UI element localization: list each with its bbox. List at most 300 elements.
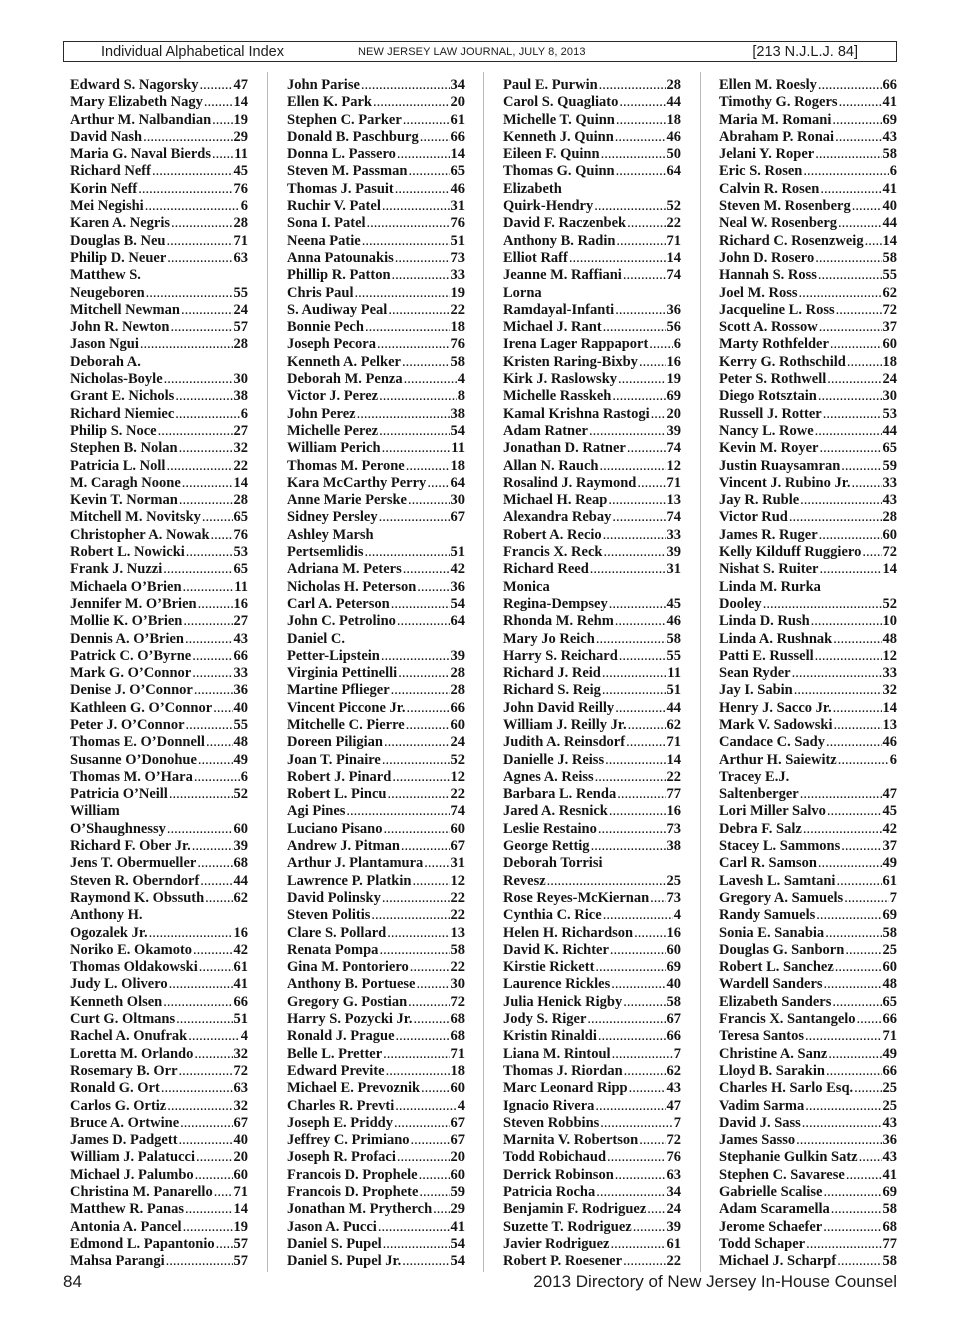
entry-page-number: 40 <box>666 976 681 993</box>
entry-name: Richard S. Reig <box>503 682 601 699</box>
entry-page-number: 55 <box>882 267 897 284</box>
index-entry <box>287 613 465 630</box>
index-entry <box>70 976 248 993</box>
dot-leader <box>166 233 232 250</box>
entry-name: Loretta M. Orlando <box>70 1045 194 1062</box>
index-entry <box>719 890 897 907</box>
index-entry <box>719 1132 897 1149</box>
entry-page-number: 46 <box>450 180 465 197</box>
dot-leader <box>410 959 450 976</box>
entry-page-number: 76 <box>666 1149 681 1166</box>
dot-leader <box>639 1132 665 1149</box>
entry-name: Anthony B. Radin <box>503 232 616 249</box>
running-header <box>63 41 897 62</box>
dot-leader <box>383 1046 449 1063</box>
entry-page-number: 55 <box>233 716 248 733</box>
index-entry <box>503 803 681 820</box>
entry-page-number: 58 <box>882 1253 897 1270</box>
dot-leader <box>612 509 665 526</box>
entry-page-number: 54 <box>450 1235 465 1252</box>
index-entry <box>719 371 897 388</box>
dot-leader <box>608 492 665 509</box>
entry-page-number: 74 <box>450 803 465 820</box>
dot-leader <box>602 665 666 682</box>
dot-leader <box>610 942 666 959</box>
entry-name: Carl R. Samson <box>719 855 817 872</box>
index-entry-name-part <box>503 855 681 872</box>
index-entry <box>70 1219 248 1236</box>
entry-page-number: 34 <box>450 77 465 93</box>
entry-page-number: 45 <box>233 163 248 180</box>
index-entry <box>287 1028 465 1045</box>
index-entry <box>70 250 248 267</box>
entry-page-number: 49 <box>233 751 248 768</box>
entry-page-number: 46 <box>666 613 681 630</box>
entry-name: Lorna <box>503 284 542 301</box>
entry-name: Laurence Rickles <box>503 976 611 993</box>
dot-leader <box>383 1236 450 1253</box>
entry-name: Thomas M. O’Hara <box>70 768 193 785</box>
dot-leader <box>392 267 450 284</box>
dot-leader <box>633 1219 666 1236</box>
dot-leader <box>841 838 881 855</box>
index-entry <box>719 527 897 544</box>
dot-leader <box>609 596 666 613</box>
index-entry <box>70 336 248 353</box>
dot-leader <box>623 1253 665 1270</box>
entry-page-number: 57 <box>233 319 248 336</box>
index-entry <box>719 994 897 1011</box>
dot-leader <box>857 1011 882 1028</box>
index-entry <box>503 1046 681 1063</box>
entry-name: Elizabeth Sanders <box>719 993 832 1010</box>
entry-page-number: 30 <box>450 976 465 993</box>
entry-name: Douglas G. Sanborn <box>719 941 845 958</box>
entry-page-number: 67 <box>450 838 465 855</box>
dot-leader <box>846 1167 882 1184</box>
entry-page-number: 59 <box>882 457 897 474</box>
index-entry <box>287 1132 465 1149</box>
entry-name: Nicholas-Boyle <box>70 371 163 388</box>
entry-page-number: 43 <box>882 492 897 509</box>
index-entry <box>503 769 681 786</box>
entry-name: Grant E. Nichols <box>70 388 175 405</box>
entry-page-number: 14 <box>233 1201 248 1218</box>
dot-leader <box>371 907 449 924</box>
index-entry <box>70 181 248 198</box>
entry-page-number: 38 <box>450 405 465 422</box>
dot-leader <box>161 1080 233 1097</box>
index-entry <box>503 925 681 942</box>
entry-page-number: 16 <box>233 924 248 941</box>
entry-page-number: 12 <box>450 872 465 889</box>
dot-leader <box>627 440 666 457</box>
index-entry <box>70 665 248 682</box>
index-entry <box>719 1184 897 1201</box>
entry-page-number: 24 <box>450 734 465 751</box>
entry-page-number: 13 <box>666 492 681 509</box>
entry-page-number: 39 <box>666 422 681 439</box>
entry-name: Henry J. Sacco Jr. <box>719 699 832 716</box>
entry-page-number: 67 <box>450 509 465 526</box>
entry-name: Kenneth Olsen <box>70 993 163 1010</box>
entry-page-number: 13 <box>450 924 465 941</box>
entry-name: Nicholas H. Peterson <box>287 578 417 595</box>
entry-name: George Rettig <box>503 838 590 855</box>
entry-page-number: 66 <box>882 77 897 93</box>
entry-name: Francis X. Santangelo <box>719 1011 856 1028</box>
entry-page-number: 33 <box>882 474 897 491</box>
entry-page-number: 58 <box>882 146 897 163</box>
index-entry <box>70 1149 248 1166</box>
index-entry <box>287 285 465 302</box>
entry-name: Patrick C. O’Byrne <box>70 647 192 664</box>
entry-page-number: 43 <box>882 128 897 145</box>
index-entry <box>719 388 897 405</box>
entry-name: Sona I. Patel <box>287 215 366 232</box>
entry-name: Petter-Lipstein <box>287 647 380 664</box>
entry-page-number: 6 <box>673 336 681 353</box>
dot-leader <box>854 1080 881 1097</box>
index-entry <box>287 942 465 959</box>
entry-name: Jason A. Pucci <box>287 1218 377 1235</box>
dot-leader <box>591 838 666 855</box>
entry-page-number: 19 <box>666 371 681 388</box>
dot-leader <box>198 596 233 613</box>
entry-page-number: 54 <box>450 1253 465 1270</box>
entry-page-number: 22 <box>450 786 465 803</box>
entry-page-number: 11 <box>667 665 681 682</box>
entry-page-number: 22 <box>666 768 681 785</box>
entry-name: Donald B. Paschburg <box>287 128 419 145</box>
entry-page-number: 18 <box>450 1062 465 1079</box>
dot-leader <box>183 579 234 596</box>
entry-name: Thomas M. Perone <box>287 457 405 474</box>
entry-name: Agnes A. Reiss <box>503 768 594 785</box>
index-entry <box>503 509 681 526</box>
entry-page-number: 33 <box>450 267 465 284</box>
index-entry <box>287 198 465 215</box>
entry-page-number: 71 <box>233 232 248 249</box>
index-entry <box>287 336 465 353</box>
dot-leader <box>818 267 882 284</box>
dot-leader <box>406 717 450 734</box>
entry-page-number: 58 <box>882 1201 897 1218</box>
entry-name: Todd Robichaud <box>503 1149 607 1166</box>
dot-leader <box>169 786 233 803</box>
entry-name: Judy L. Olivero <box>70 976 168 993</box>
index-entry <box>503 976 681 993</box>
page-number: 84 <box>63 1272 82 1291</box>
entry-page-number: 66 <box>882 1062 897 1079</box>
entry-page-number: 34 <box>666 1184 681 1200</box>
dot-leader <box>388 302 449 319</box>
dot-leader <box>623 994 665 1011</box>
entry-page-number: 46 <box>666 128 681 145</box>
entry-page-number: 60 <box>666 941 681 958</box>
index-entry-name-part <box>70 267 248 284</box>
index-entry-name-part <box>70 803 248 820</box>
entry-name: Lloyd B. Sarakin <box>719 1062 825 1079</box>
entry-page-number: 32 <box>233 1045 248 1062</box>
entry-name: Mollie K. O’Brien <box>70 613 183 630</box>
index-entry <box>503 613 681 630</box>
entry-name: Harry S. Reichard <box>503 647 618 664</box>
entry-page-number: 48 <box>882 976 897 993</box>
entry-page-number: 72 <box>882 544 897 561</box>
index-entry <box>719 561 897 578</box>
index-entry <box>287 855 465 872</box>
entry-page-number: 48 <box>882 630 897 647</box>
entry-name: Lawrence P. Platkin <box>287 872 412 889</box>
index-entry <box>70 1098 248 1115</box>
dot-leader <box>414 1011 450 1028</box>
entry-name: Robert L. Sanchez <box>719 959 834 976</box>
entry-name: John Parise <box>287 77 360 93</box>
dot-leader <box>433 1201 449 1218</box>
entry-page-number: 22 <box>450 301 465 318</box>
entry-name: Frank J. Nuzzi <box>70 561 163 578</box>
entry-page-number: 7 <box>673 1114 681 1131</box>
dot-leader <box>163 994 232 1011</box>
dot-leader <box>830 336 882 353</box>
index-entry <box>70 77 248 94</box>
entry-name: Carlos G. Ortiz <box>70 1097 167 1114</box>
index-entry <box>287 94 465 111</box>
index-entry <box>503 475 681 492</box>
dot-leader <box>611 976 665 993</box>
entry-page-number: 76 <box>233 526 248 543</box>
index-entry <box>719 492 897 509</box>
entry-name: Daniel S. Pupel <box>287 1235 382 1252</box>
index-entry <box>70 112 248 129</box>
index-entry <box>287 250 465 267</box>
entry-name: Deborah A. <box>70 353 141 370</box>
index-entry <box>287 423 465 440</box>
index-entry <box>503 1201 681 1218</box>
entry-page-number: 44 <box>882 422 897 439</box>
dot-leader <box>196 1149 233 1166</box>
entry-name: Noriko E. Okamoto <box>70 941 193 958</box>
index-entry <box>503 163 681 180</box>
index-entry <box>287 803 465 820</box>
index-entry <box>70 1063 248 1080</box>
entry-name: William <box>70 803 120 820</box>
dot-leader <box>818 77 882 94</box>
entry-page-number: 39 <box>666 1218 681 1235</box>
dot-leader <box>395 250 450 267</box>
entry-page-number: 27 <box>233 613 248 630</box>
entry-name: Steven Robbins <box>503 1114 600 1131</box>
index-entry <box>719 336 897 353</box>
entry-name: Mitchell Newman <box>70 301 180 318</box>
dot-leader <box>607 1149 665 1166</box>
index-entry <box>719 129 897 146</box>
index-entry <box>719 942 897 959</box>
index-entry <box>503 215 681 232</box>
dot-leader <box>378 1219 450 1236</box>
index-entry <box>287 1253 465 1270</box>
index-entry <box>719 544 897 561</box>
dot-leader <box>354 285 449 302</box>
dot-leader <box>200 873 232 890</box>
entry-name: Regina-Dempsey <box>503 595 608 612</box>
index-entry <box>70 700 248 717</box>
dot-leader <box>595 769 666 786</box>
entry-name: Jelani Y. Roper <box>719 146 815 163</box>
index-entry <box>70 509 248 526</box>
entry-name: Gabrielle Scalise <box>719 1184 823 1200</box>
entry-page-number: 52 <box>666 198 681 215</box>
entry-page-number: 24 <box>233 301 248 318</box>
dot-leader <box>603 907 673 924</box>
entry-page-number: 53 <box>233 544 248 561</box>
index-entry <box>503 544 681 561</box>
index-entry <box>287 838 465 855</box>
entry-page-number: 48 <box>233 734 248 751</box>
index-column-1 <box>70 77 248 1270</box>
entry-name: Ramdayal-Infanti <box>503 301 615 318</box>
index-entry <box>503 1028 681 1045</box>
entry-page-number: 64 <box>666 163 681 180</box>
entry-name: William Perich <box>287 440 381 457</box>
dot-leader <box>615 1167 666 1184</box>
dot-leader <box>847 354 882 371</box>
dot-leader <box>802 1115 882 1132</box>
entry-name: Michael H. Reap <box>503 492 608 509</box>
index-entry <box>719 803 897 820</box>
index-entry <box>719 700 897 717</box>
entry-page-number: 27 <box>233 422 248 439</box>
entry-name: Tracey E.J. <box>719 768 790 785</box>
entry-page-number: 66 <box>233 993 248 1010</box>
entry-name: Jacqueline L. Ross <box>719 301 835 318</box>
index-entry <box>719 855 897 872</box>
entry-page-number: 60 <box>450 820 465 837</box>
index-entry <box>503 233 681 250</box>
index-entry <box>287 458 465 475</box>
entry-page-number: 30 <box>233 371 248 388</box>
entry-name: Thomas G. Quinn <box>503 163 615 180</box>
entry-name: Jay R. Ruble <box>719 492 800 509</box>
dot-leader <box>595 959 665 976</box>
dot-leader <box>800 786 882 803</box>
entry-name: Francis X. Reck <box>503 544 603 561</box>
index-entry <box>503 1219 681 1236</box>
dot-leader <box>596 631 666 648</box>
entry-page-number: 6 <box>240 405 248 422</box>
index-entry <box>719 1028 897 1045</box>
index-entry <box>287 579 465 596</box>
dot-leader <box>598 821 666 838</box>
index-entry-name-part <box>719 579 897 596</box>
entry-name: Sidney Persley <box>287 509 378 526</box>
entry-name: Susanne O’Donohue <box>70 751 197 768</box>
dot-leader <box>182 475 233 492</box>
dot-leader <box>616 112 666 129</box>
entry-page-number: 73 <box>450 249 465 266</box>
dot-leader <box>397 613 450 630</box>
index-entry <box>503 112 681 129</box>
dot-leader <box>365 544 450 561</box>
index-entry <box>503 596 681 613</box>
index-entry <box>287 907 465 924</box>
entry-name: Kevin T. Norman <box>70 492 178 509</box>
index-entry <box>503 942 681 959</box>
entry-page-number: 73 <box>666 820 681 837</box>
index-entry <box>70 1184 248 1201</box>
entry-page-number: 43 <box>882 1149 897 1166</box>
entry-name: Steven R. Oberndorf <box>70 872 200 889</box>
index-entry <box>287 163 465 180</box>
index-entry <box>287 544 465 561</box>
index-entry <box>503 890 681 907</box>
entry-name: Christopher A. Nowak <box>70 526 210 543</box>
entry-page-number: 41 <box>233 976 248 993</box>
index-entry <box>503 354 681 371</box>
dot-leader <box>615 700 665 717</box>
index-entry <box>287 319 465 336</box>
dot-leader <box>205 890 232 907</box>
entry-page-number: 55 <box>666 647 681 664</box>
dot-leader <box>628 717 666 734</box>
index-entry <box>719 458 897 475</box>
entry-page-number: 50 <box>666 146 681 163</box>
entry-name: Matthew S. <box>70 267 141 284</box>
entry-name: Bonnie Pech <box>287 319 364 336</box>
entry-name: David Nash <box>70 128 143 145</box>
index-column-3 <box>503 77 681 1270</box>
dot-leader <box>180 1115 232 1132</box>
entry-name: Kara McCarthy Perry <box>287 474 427 491</box>
index-entry <box>70 129 248 146</box>
entry-page-number: 16 <box>666 803 681 820</box>
dot-leader <box>619 94 665 111</box>
dot-leader <box>818 388 882 405</box>
entry-name: John Perez <box>287 405 356 422</box>
entry-name: Sonia E. Sanabia <box>719 924 825 941</box>
index-entry <box>719 423 897 440</box>
entry-page-number: 18 <box>666 111 681 128</box>
index-entry <box>287 406 465 423</box>
entry-name: Todd Schaper <box>719 1235 806 1252</box>
entry-name: Jonathan M. Prytherch <box>287 1201 433 1218</box>
entry-page-number: 74 <box>666 509 681 526</box>
entry-name: Justin Ruaysamran <box>719 457 841 474</box>
entry-name: Kirstie Rickett <box>503 959 595 976</box>
entry-page-number: 60 <box>450 716 465 733</box>
entry-page-number: 69 <box>666 388 681 405</box>
index-entry <box>719 596 897 613</box>
index-entry <box>719 1098 897 1115</box>
entry-name: Barbara L. Renda <box>503 786 617 803</box>
index-entry <box>70 994 248 1011</box>
index-entry <box>70 1028 248 1045</box>
entry-name: Stephanie Gulkin Satz <box>719 1149 858 1166</box>
index-entry <box>719 717 897 734</box>
entry-name: O’Shaughnessy <box>70 820 166 837</box>
entry-name: Patti E. Russell <box>719 647 814 664</box>
entry-page-number: 25 <box>882 1097 897 1114</box>
index-entry-name-part <box>70 354 248 371</box>
index-entry <box>70 596 248 613</box>
entry-name: Deborah M. Penza <box>287 371 403 388</box>
entry-page-number: 30 <box>882 388 897 405</box>
entry-page-number: 68 <box>450 1011 465 1028</box>
index-entry <box>70 146 248 163</box>
entry-name: Jay I. Sabin <box>719 682 793 699</box>
entry-page-number: 51 <box>450 544 465 561</box>
